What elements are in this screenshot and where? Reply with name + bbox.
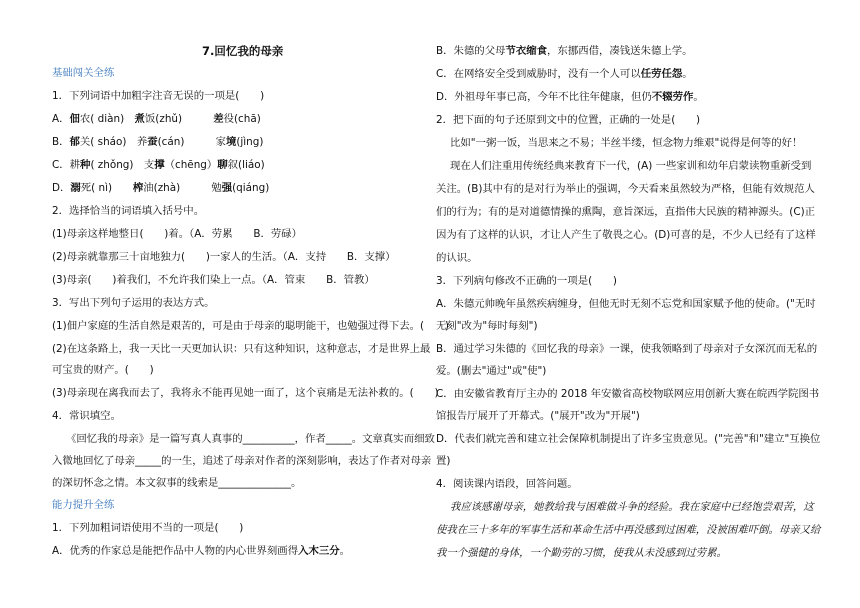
option-3b-cont: 爱。(删去"通过"或"使") (436, 365, 547, 377)
question-3-item-2-cont: 可宝贵的财产。( ) (52, 364, 154, 376)
option-3c: C．由安徽省教育厅主办的 2018 年安徽省高校物联网应用创新大赛在皖西学院图书 (436, 388, 820, 400)
option-3d: D．代表们就完善和建立社会保障机制提出了许多宝贵意见。("完善"和"建立"互换位 (436, 433, 821, 445)
option-3b: B．通过学习朱德的《回忆我的母亲》一课，使我领略到了母亲对子女深沉而无私的 (436, 343, 818, 355)
passage-line-4: 因为有了这样的认识，才让人产生了敬畏之心。(D)可喜的是，不少人已经有了这样 (436, 229, 816, 241)
advanced-question-3: 3．下列病句修改不正确的一项是( ) (436, 275, 617, 287)
question-4-line-2: 入微地回忆了母亲_____的一生，追述了母亲对作者的深刻影响，表达了作者对母亲 (52, 455, 432, 467)
question-2-quote: 比如"一粥一饭，当思来之不易；半丝半缕，恒念物力维艰"说得是何等的好！ (450, 137, 803, 149)
question-2-item-1: (1)母亲这样地整日( )着。（A．劳累 B．劳碌） (52, 228, 303, 240)
question-2-item-3: (3)母亲( )着我们，不允许我们染上一点。（A．管束 B．管教） (52, 274, 375, 286)
question-3: 3．写出下列句子运用的表达方式。 (52, 297, 215, 309)
question-2-item-2: (2)母亲就靠那三十亩地独力( )一家人的生活。（A．支持 B．支撑） (52, 251, 396, 263)
advanced-question-2: 2．把下面的句子还原到文中的位置，正确的一处是( ) (436, 114, 701, 126)
passage-line-2: 关注。(B)其中有的是对行为举止的强调，今天看来虽然较为严格，但能有效规范人 (436, 183, 815, 195)
option-3c-cont: 馆报告厅展开了开幕式。("展开"改为"开展") (436, 410, 640, 422)
option-1d: D．溺死( nì) 榨油(zhà) 勉强(qiáng) (52, 182, 270, 194)
passage-line-3: 们的行为；有的是对道德情操的熏陶，意旨深远，直指伟大民族的精神源头。(C)正 (436, 206, 816, 218)
question-3-item-3: (3)母亲现在离我而去了，我将永不能再见她一面了，这个哀痛是无法补救的。( ) (52, 387, 439, 399)
advanced-question-1: 1．下列加粗词语使用不当的一项是( ) (52, 522, 244, 534)
option-1a: A．佃农( diàn) 煮饭(zhǔ) 差役(chā) (52, 113, 261, 125)
question-4-line-1: 《回忆我的母亲》是一篇写真人真事的__________，作者_____。文章真实而细致 (66, 433, 435, 445)
option-1b: B．郁关( sháo) 养蚕(cán) 家境(jìng) (52, 136, 264, 148)
advanced-option-d: D．外祖母年事已高，今年不比往年健康，但仍不辍劳作。 (436, 91, 704, 103)
question-4: 4．常识填空。 (52, 410, 121, 422)
reading-line-2: 使我在三十多年的军事生活和革命生活中再没感到过困难，没被困难吓倒。母亲又给 (436, 524, 821, 536)
option-1c: C．耕种( zhǒng) 支撑（chēng）聊叙(liáo) (52, 159, 265, 171)
reading-line-1: 我应该感谢母亲，她教给我与困难做斗争的经验。我在家庭中已经饱尝艰苦，这 (450, 501, 814, 513)
advanced-option-c: C．在网络安全受到威胁时，没有一个人可以任劳任怨。 (436, 68, 693, 80)
advanced-option-a: A．优秀的作家总是能把作品中人物的内心世界刻画得入木三分。 (52, 545, 351, 557)
question-1: 1．下列词语中加粗字注音无误的一项是( ) (52, 90, 265, 102)
page-title: 7.回忆我的母亲 (202, 44, 284, 58)
question-3-item-1: (1)佃户家庭的生活自然是艰苦的，可是由于母亲的聪明能干，也勉强过得下去。( ) (52, 320, 449, 332)
advanced-question-4: 4．阅读课内语段，回答问题。 (436, 478, 578, 490)
passage-line-5: 的认识。 (436, 252, 478, 264)
question-3-item-2: (2)在这条路上，我一天比一天更加认识：只有这种知识，这种意志，才是世界上最 (52, 343, 431, 355)
question-2: 2．选择恰当的词语填入括号中。 (52, 205, 205, 217)
question-4-line-3: 的深切怀念之情。本文叙事的线索是______________。 (52, 477, 302, 489)
advanced-option-b: B．朱德的父母节衣缩食，东挪西借，凑钱送朱德上学。 (436, 45, 693, 57)
reading-line-3: 我一个强健的身体，一个勤劳的习惯，使我从未没感到过劳累。 (436, 547, 727, 559)
section-heading-advanced: 能力提升全练 (52, 499, 115, 511)
option-3d-cont: 置) (436, 455, 451, 467)
section-heading-basic: 基础闯关全练 (52, 67, 115, 79)
passage-line-1: 现在人们注重用传统经典来教育下一代，(A) 一些家训和幼年启蒙读物重新受到 (450, 160, 812, 172)
option-3a: A．朱德元帅晚年虽然疾病缠身，但他无时无刻不忘党和国家赋予他的使命。("无时 (436, 298, 816, 310)
option-3a-cont: 无刻"改为"每时每刻") (436, 320, 538, 332)
